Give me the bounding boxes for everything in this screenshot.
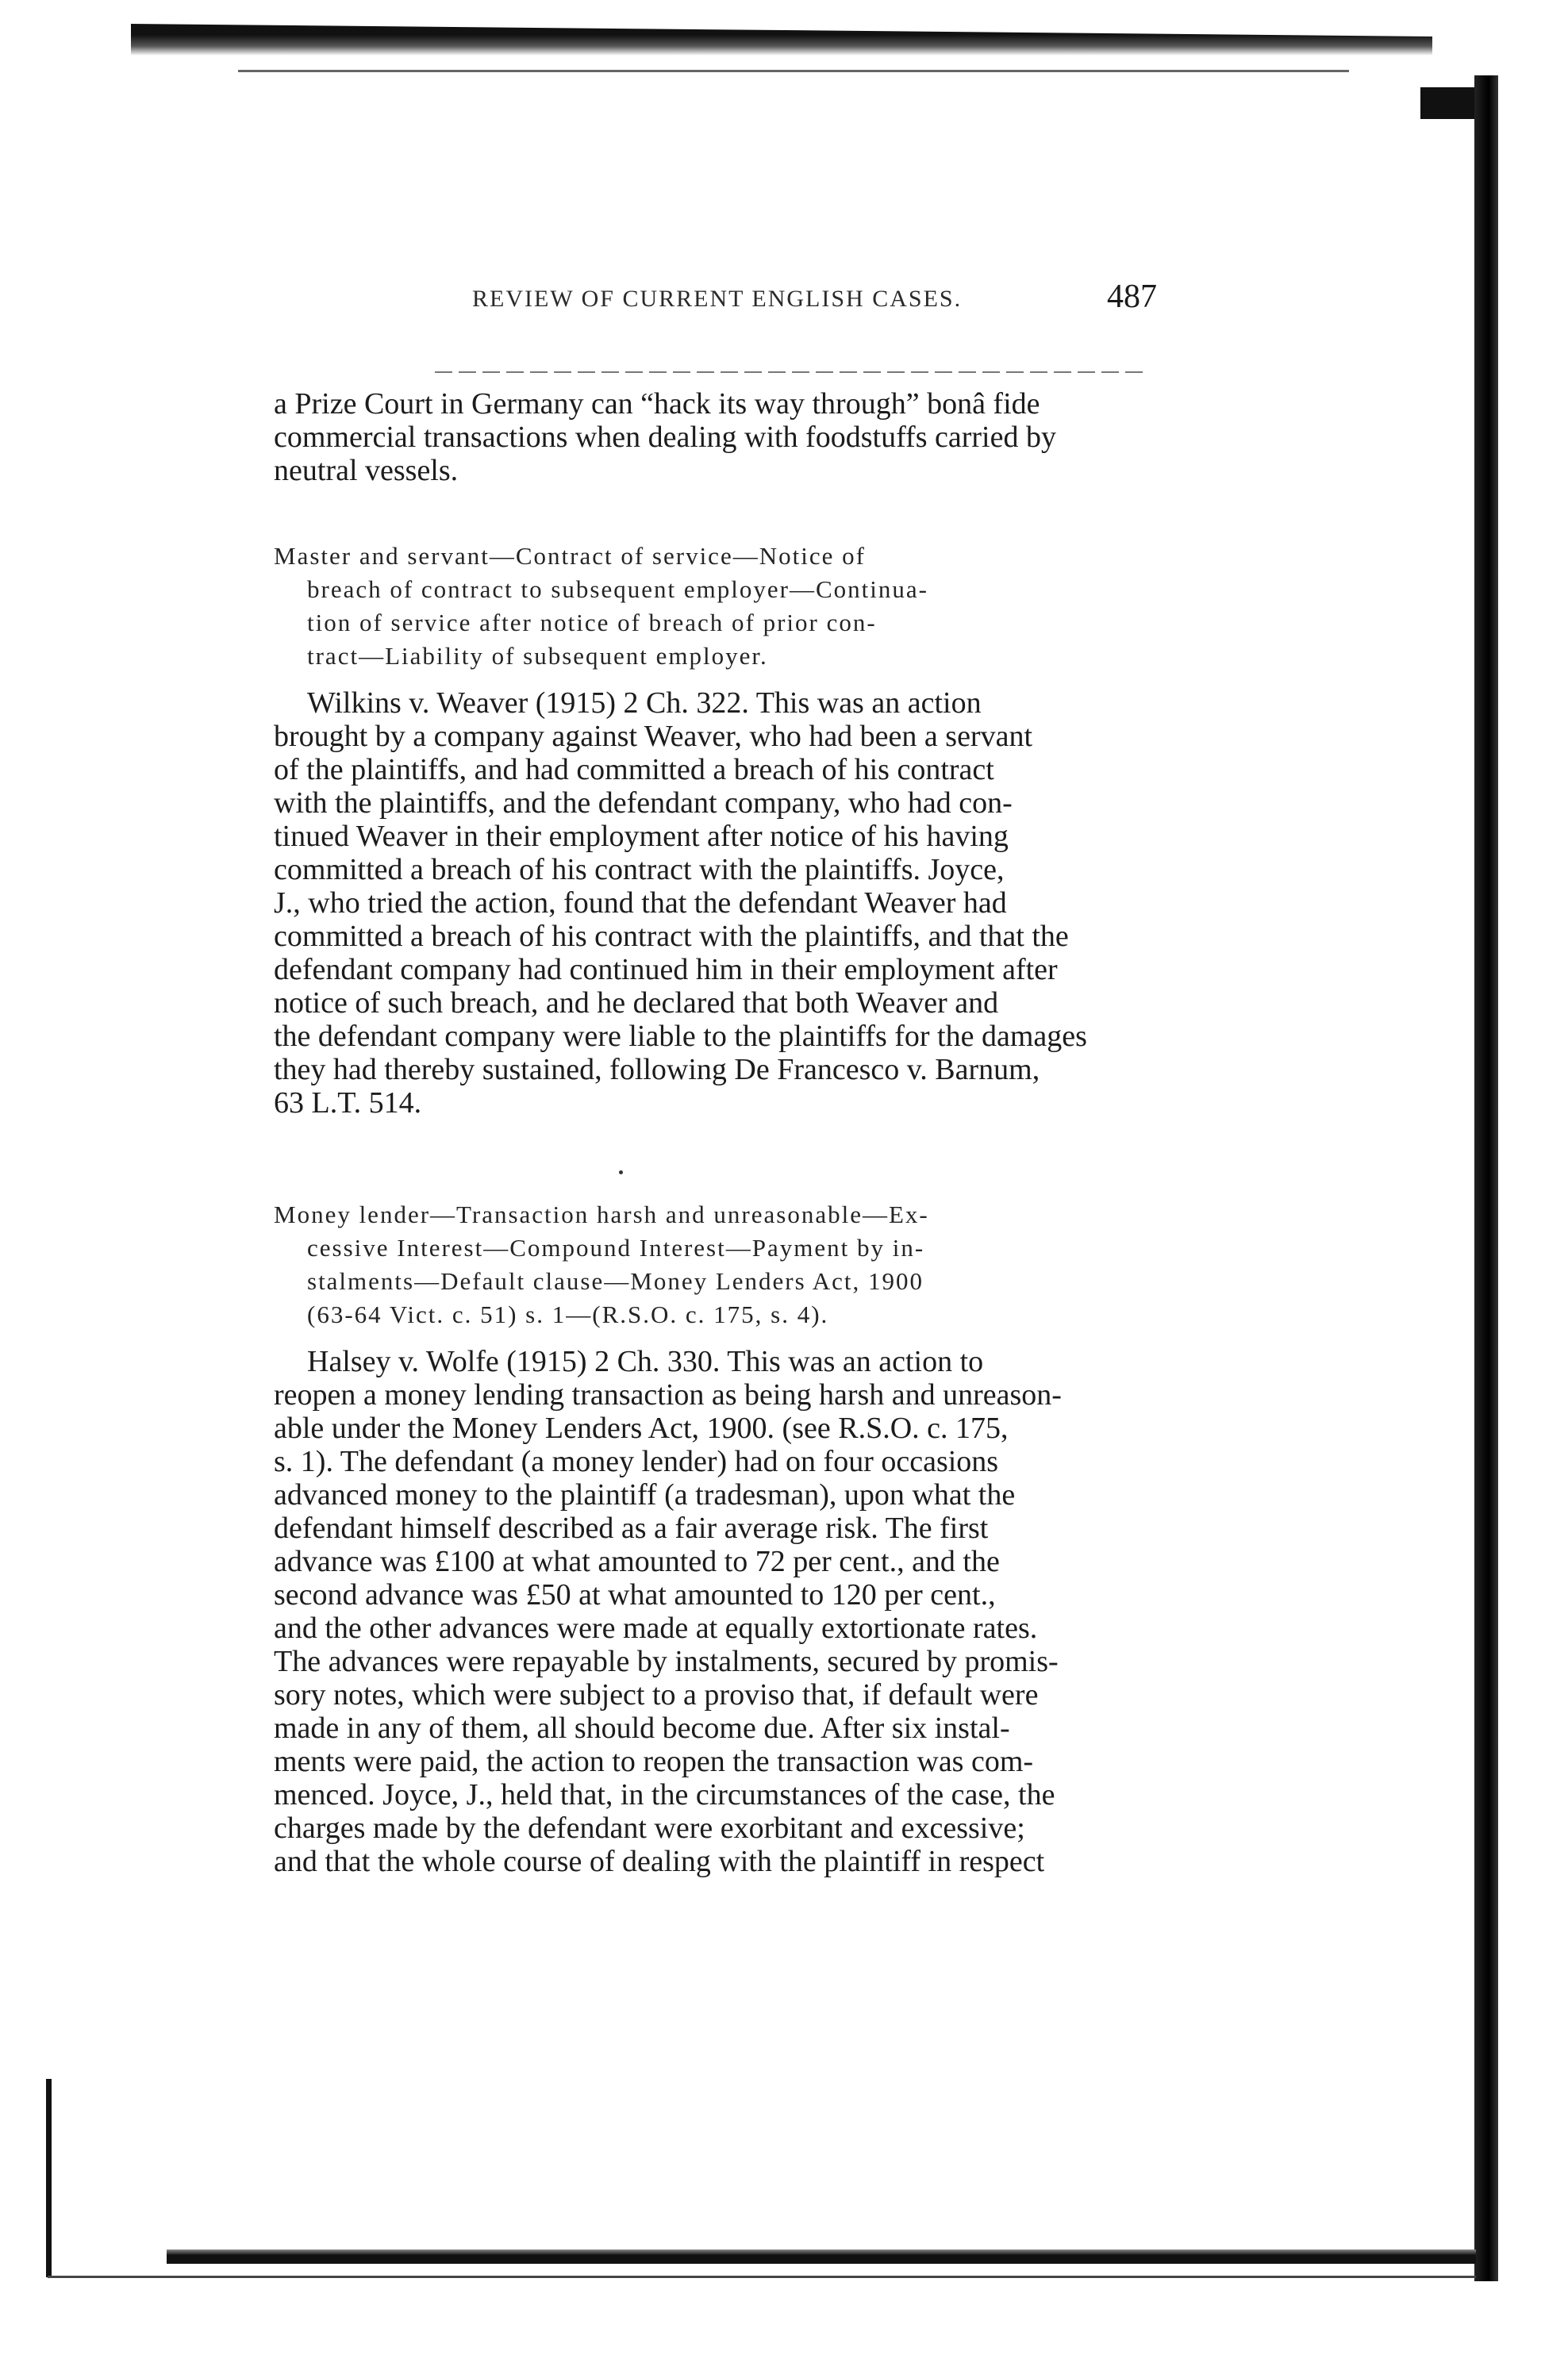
case-body-halsey-v-wolfe	[274, 1345, 1174, 1878]
text-line: with the plaintiffs, and the defendant company, who had con-	[274, 786, 1013, 820]
heading-line: cessive Interest—Compound Interest—Payment by in-	[307, 1234, 925, 1262]
text-line: commercial transactions when dealing with foodstuffs carried by	[274, 421, 1056, 454]
page-number: 487	[1107, 279, 1157, 315]
scan-edge-left	[46, 2079, 52, 2277]
text-line: notice of such breach, and he declared that both Weaver and	[274, 986, 999, 1020]
text-line: tinued Weaver in their employment after notice of his having	[274, 820, 1009, 853]
text-line: J., who tried the action, found that the defendant Weaver had	[274, 886, 1007, 920]
text-line: brought by a company against Weaver, who had been a servant	[274, 720, 1033, 753]
text-line: second advance was £50 at what amounted to 120 per cent.,	[274, 1578, 996, 1612]
heading-line: breach of contract to subsequent employer—Continua-	[307, 575, 928, 603]
text-line: s. 1). The defendant (a money lender) had on four occasions	[274, 1445, 999, 1478]
heading-line: stalments—Default clause—Money Lenders Act, 1900	[307, 1267, 924, 1295]
text-line: charges made by the defendant were exorbitant and excessive;	[274, 1812, 1025, 1845]
text-line: a Prize Court in Germany can “hack its way through” bonâ fide	[274, 387, 1040, 421]
case-heading-money-lender	[274, 1198, 1174, 1331]
text-line: the defendant company were liable to the plaintiffs for the damages	[274, 1020, 1087, 1053]
case-body-wilkins-v-weaver	[274, 686, 1174, 1120]
text-line: they had thereby sustained, following De Francesco v. Barnum,	[274, 1053, 1040, 1086]
text-line: The advances were repayable by instalments, secured by promis-	[274, 1645, 1059, 1678]
text-line: able under the Money Lenders Act, 1900. (see R.S.O. c. 175,	[274, 1412, 1009, 1445]
text-line: defendant company had continued him in their employment after	[274, 953, 1058, 986]
scan-rule-top	[238, 70, 1349, 72]
text-line: reopen a money lending transaction as being harsh and unreason-	[274, 1378, 1062, 1412]
heading-line: Money lender—Transaction harsh and unreasonable—Ex-	[274, 1201, 929, 1228]
scan-edge-right	[1474, 75, 1498, 2281]
text-line: Halsey v. Wolfe (1915) 2 Ch. 330. This was an action to	[307, 1345, 984, 1378]
heading-line: tion of service after notice of breach of prior con-	[307, 609, 877, 636]
text-line: ments were paid, the action to reopen the transaction was com-	[274, 1745, 1034, 1778]
text-line: and the other advances were made at equally extortionate rates.	[274, 1612, 1038, 1645]
running-title: REVIEW OF CURRENT ENGLISH CASES.	[472, 286, 963, 312]
text-line: of the plaintiffs, and had committed a breach of his contract	[274, 753, 994, 786]
heading-line: Master and servant—Contract of service—Notice of	[274, 542, 866, 570]
heading-line: (63-64 Vict. c. 51) s. 1—(R.S.O. c. 175, s. 4).	[307, 1301, 829, 1328]
text-line: and that the whole course of dealing with the plaintiff in respect	[274, 1845, 1045, 1878]
text-line: Wilkins v. Weaver (1915) 2 Ch. 322. This was an action	[307, 686, 982, 720]
text-line: committed a breach of his contract with the plaintiffs. Joyce,	[274, 853, 1005, 886]
text-line: neutral vessels.	[274, 454, 459, 487]
heading-line: tract—Liability of subsequent employer.	[307, 642, 768, 670]
text-line: committed a breach of his contract with the plaintiffs, and that the	[274, 920, 1069, 953]
scan-rule-bottom	[48, 2276, 1476, 2278]
text-line: advanced money to the plaintiff (a tradesman), upon what the	[274, 1478, 1016, 1512]
text-line: menced. Joyce, J., held that, in the circumstances of the case, the	[274, 1778, 1055, 1812]
text-line: made in any of them, all should become due. After six instal-	[274, 1712, 1010, 1745]
intro-paragraph	[274, 387, 1174, 487]
text-line: defendant himself described as a fair average risk. The first	[274, 1512, 989, 1545]
section-dot	[619, 1170, 623, 1174]
case-heading-master-servant	[274, 540, 1174, 673]
text-line: advance was £100 at what amounted to 72 per cent., and the	[274, 1545, 1000, 1578]
text-line: 63 L.T. 514.	[274, 1086, 422, 1120]
text-line: sory notes, which were subject to a proviso that, if default were	[274, 1678, 1039, 1712]
scan-edge-top	[131, 24, 1432, 56]
header-rule	[435, 371, 1149, 373]
scan-edge-bottom	[167, 2250, 1476, 2264]
